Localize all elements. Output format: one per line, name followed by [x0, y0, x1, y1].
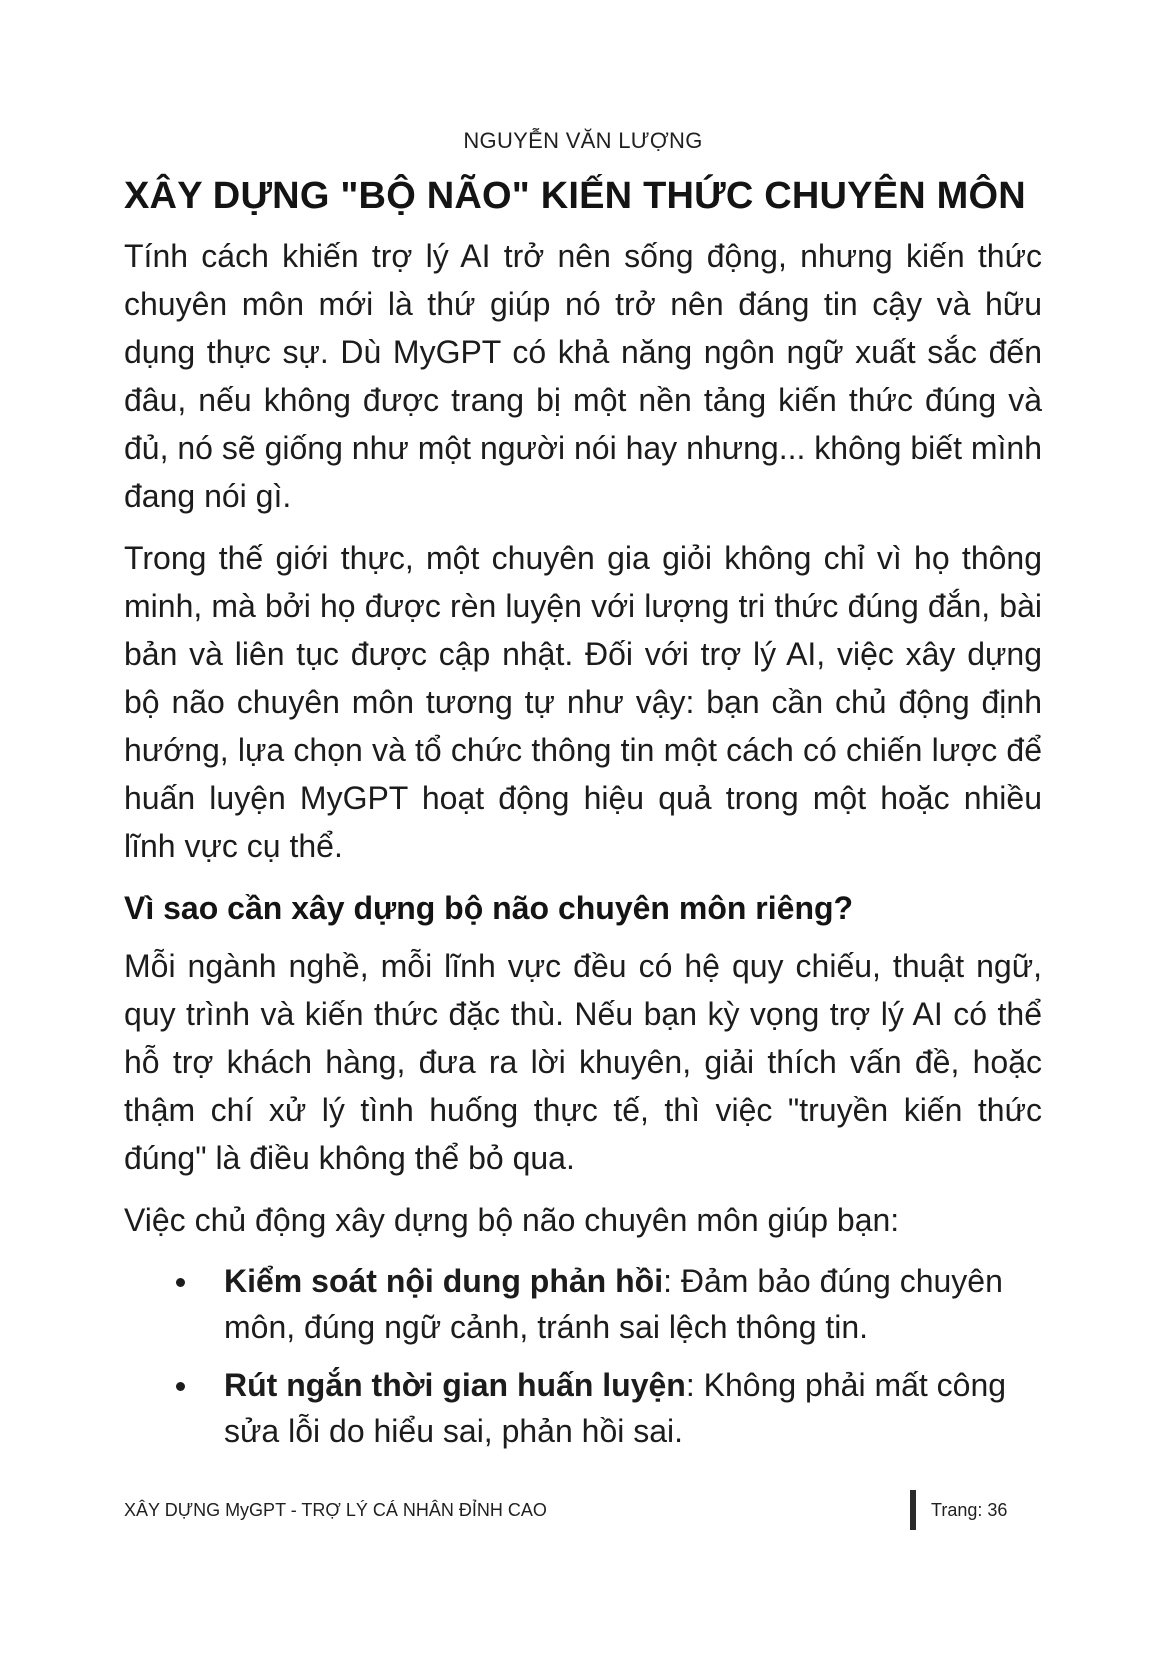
body-paragraph: Trong thế giới thực, một chuyên gia giỏi không chỉ vì họ thông minh, mà bởi họ được rèn luyện với lượng tri thức đúng đắn, bài bản và liên tục được cập nhật. Đối với trợ lý AI, việc xây dựng bộ não chuyên môn tương tự như vậy: bạn cần chủ động định hướng, lựa chọn và tổ chức thông tin một cách có chiến lược để huấn luyện MyGPT hoạt động hiệu quả trong một hoặc nhiều lĩnh vực cụ thể. — [124, 540, 1042, 864]
page-content — [124, 170, 1042, 1466]
bullet-icon — [176, 1278, 185, 1287]
footer-book-title: XÂY DỰNG MyGPT - TRỢ LÝ CÁ NHÂN ĐỈNH CAO — [124, 1500, 547, 1520]
body-paragraph: Việc chủ động xây dựng bộ não chuyên môn giúp bạn: — [124, 1202, 900, 1238]
section-title: XÂY DỰNG "BỘ NÃO" KIẾN THỨC CHUYÊN MÔN — [124, 175, 1026, 217]
bullet-text: : Đảm bảo đúng chuyên môn, đúng ngữ cảnh, tránh sai lệch thông tin. — [224, 1263, 1003, 1345]
footer-page-number: Trang: 36 — [931, 1500, 1008, 1520]
list-item — [124, 1258, 1042, 1350]
running-header-author: NGUYỄN VĂN LƯỢNG — [463, 128, 703, 153]
bullet-term: Rút ngắn thời gian huấn luyện — [224, 1367, 686, 1403]
footer-divider — [910, 1490, 916, 1530]
bullet-term: Kiểm soát nội dung phản hồi — [224, 1263, 664, 1299]
body-paragraph: Mỗi ngành nghề, mỗi lĩnh vực đều có hệ quy chiếu, thuật ngữ, quy trình và kiến thức đặc thù. Nếu bạn kỳ vọng trợ lý AI có thể hỗ trợ khách hàng, đưa ra lời khuyên, giải thích vấn đề, hoặc thậm chí xử lý tình huống thực tế, thì việc "truyền kiến thức đúng" là điều không thể bỏ qua. — [124, 948, 1042, 1176]
list-item — [124, 1362, 1042, 1454]
bullet-text: : Không phải mất công sửa lỗi do hiểu sai, phản hồi sai. — [224, 1367, 1007, 1449]
subsection-heading: Vì sao cần xây dựng bộ não chuyên môn riêng? — [124, 890, 854, 926]
benefits-list — [124, 1258, 1042, 1454]
bullet-icon — [176, 1382, 185, 1391]
body-paragraph: Tính cách khiến trợ lý AI trở nên sống động, nhưng kiến thức chuyên môn mới là thứ giúp nó trở nên đáng tin cậy và hữu dụng thực sự. Dù MyGPT có khả năng ngôn ngữ xuất sắc đến đâu, nếu không được trang bị một nền tảng kiến thức đúng và đủ, nó sẽ giống như một người nói hay nhưng... không biết mình đang nói gì. — [124, 238, 1042, 514]
